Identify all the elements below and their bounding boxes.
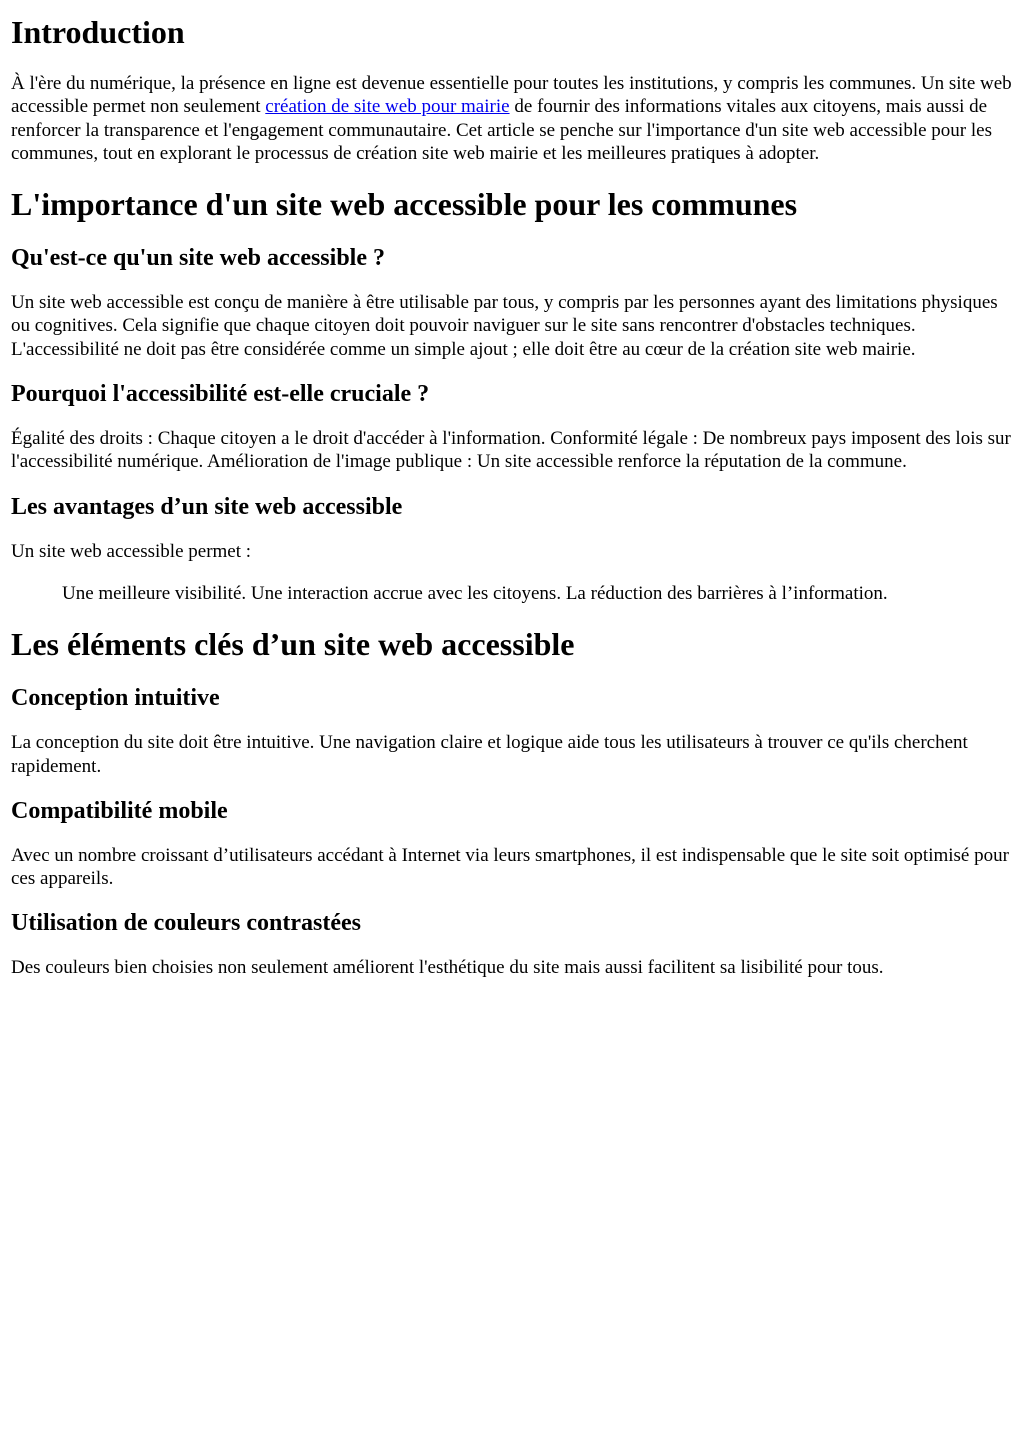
why-heading: Pourquoi l'accessibilité est-elle cruciale ?: [11, 381, 430, 408]
mobile-heading: Compatibilité mobile: [11, 797, 228, 824]
intuitive-paragraph: La conception du site doit être intuitive. Une navigation claire et logique aide tous les utilisateurs à trouver ce qu'ils cherchent rapidement.: [11, 732, 968, 777]
advantages-quote: Une meilleure visibilité. Une interaction accrue avec les citoyens. La réduction des barrières à l’information.: [62, 582, 888, 604]
why-paragraph: Égalité des droits : Chaque citoyen a le droit d'accéder à l'information. Conformité légale : De nombreux pays imposent des lois sur l'accessibilité numérique. Amélioration de l'image publique : Un site accessible renforce la réputation de la commune.: [11, 428, 1011, 473]
intuitive-heading: Conception intuitive: [11, 685, 220, 712]
colors-paragraph: Des couleurs bien choisies non seulement améliorent l'esthétique du site mais aussi facilitent sa lisibilité pour tous.: [11, 957, 884, 979]
creation-site-mairie-link[interactable]: création de site web pour mairie: [265, 96, 510, 118]
what-heading: Qu'est-ce qu'un site web accessible ?: [11, 245, 385, 272]
intro-paragraph: [11, 72, 1014, 165]
intro-text-before: À l'ère du numérique, la présence en ligne est devenue essentielle pour toutes les institutions, y compris les communes. Un site web accessible permet non seulement: [11, 73, 1012, 118]
advantages-paragraph: Un site web accessible permet :: [11, 540, 252, 562]
intro-text-after: de fournir des informations vitales aux citoyens, mais aussi de renforcer la transparence et l'engagement communautaire. Cet article se penche sur l'importance d'un site web accessible pour les communes, tout en explorant le processus de création site web mairie et les meilleures pratiques à adopter.: [11, 96, 992, 164]
elements-heading: Les éléments clés d’un site web accessible: [11, 626, 575, 663]
advantages-heading: Les avantages d’un site web accessible: [11, 493, 403, 520]
intro-heading: Introduction: [11, 14, 185, 50]
what-paragraph: Un site web accessible est conçu de manière à être utilisable par tous, y compris par les personnes ayant des limitations physiques ou cognitives. Cela signifie que chaque citoyen doit pouvoir naviguer sur le site sans rencontrer d'obstacles techniques. L'accessibilité ne doit pas être considérée comme un simple ajout ; elle doit être au cœur de la création site web mairie.: [11, 292, 998, 360]
colors-heading: Utilisation de couleurs contrastées: [11, 910, 361, 937]
importance-heading: L'importance d'un site web accessible pour les communes: [11, 186, 798, 223]
mobile-paragraph: Avec un nombre croissant d’utilisateurs accédant à Internet via leurs smartphones, il est indispensable que le site soit optimisé pour ces appareils.: [11, 844, 1009, 890]
